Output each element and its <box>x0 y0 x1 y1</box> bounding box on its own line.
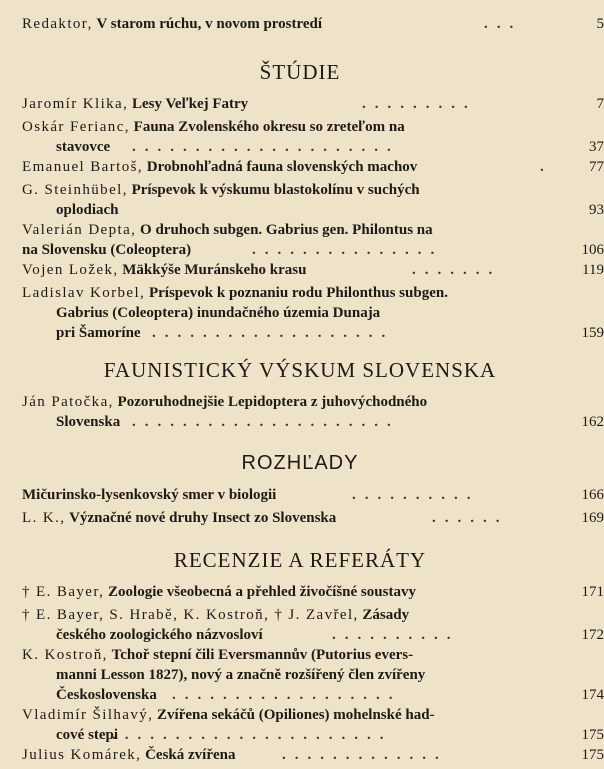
section-heading: RECENZIE A REFERÁTY <box>173 548 427 572</box>
toc-entry <box>22 283 604 343</box>
toc-page: 175 <box>581 727 604 743</box>
leader-dots: ...... <box>432 510 509 526</box>
section-heading: FAUNISTICKÝ VÝSKUM SLOVENSKA <box>103 358 497 382</box>
toc-page: 119 <box>582 262 604 278</box>
toc-page: 175 <box>581 747 604 763</box>
section-heading: ROZHĽADY <box>241 452 359 474</box>
toc-author: Vladimír Šilhavý, <box>22 707 154 723</box>
toc-title-continued: oplodiach <box>56 202 119 218</box>
toc-title: Pozoruhodnejšie Lepidoptera z juhovýchodného <box>117 394 428 410</box>
toc-author: † E. Bayer, S. Hrabě, K. Kostroň, † J. Zavřel, <box>22 607 359 623</box>
toc-entry <box>22 508 604 528</box>
section-heading: ŠTÚDIE <box>259 60 341 84</box>
toc-page: 171 <box>581 584 604 600</box>
toc-author: Ladislav Korbel, <box>22 285 146 301</box>
toc-title: Tchoř stepní čili Eversmannův (Putorius evers- <box>111 647 414 663</box>
toc-title-continued: stavovce <box>56 139 111 155</box>
toc-title: Mičurinsko-lysenkovský smer v biologii <box>22 487 277 503</box>
leader-dots: ..................... <box>132 414 400 430</box>
toc-title: Príspevok k výskumu blastokolínu v suchých <box>131 182 420 198</box>
leader-dots: ..................... <box>132 139 400 155</box>
toc-title: Zvířena sekáčů (Opiliones) mohelnské had- <box>157 707 435 723</box>
toc-page: 174 <box>581 687 604 703</box>
toc-title: Česká zvířena <box>145 747 236 763</box>
toc-page: 37 <box>589 139 604 155</box>
toc-page: 172 <box>581 627 604 643</box>
toc-author: G. Steinhübel, <box>22 182 128 198</box>
leader-dots: ......... <box>362 96 477 112</box>
toc-title-continued: cové stepi <box>56 727 119 743</box>
leader-dots: ............. <box>282 747 448 763</box>
toc-page: 7 <box>596 96 604 112</box>
toc-page: 166 <box>581 487 604 503</box>
toc-author: Valerián Depta, <box>22 222 137 238</box>
toc-title: Fauna Zvolenského okresu so zreteľom na <box>133 119 405 135</box>
toc-title: Mäkkýše Muránskeho krasu <box>122 262 307 278</box>
leader-dots: ................... <box>152 325 395 341</box>
toc-entry <box>22 157 604 177</box>
toc-author: Jaromír Klika, <box>22 96 129 112</box>
toc-page: 162 <box>581 414 604 430</box>
toc-title-continued: manni Lesson 1827), nový a značně rozšířený člen zvířeny <box>56 667 426 683</box>
toc-author: † E. Bayer, <box>22 584 105 600</box>
toc-title: Príspevok k poznaniu rodu Philonthus subgen. <box>148 285 448 301</box>
toc-title: O druhoch subgen. Gabrius gen. Philontus na <box>140 222 433 238</box>
toc-title: V starom rúchu, v novom prostredí <box>96 16 323 32</box>
leader-dots: ... <box>484 16 523 32</box>
toc-author: Emanuel Bartoš, <box>22 159 143 175</box>
toc-author: Redaktor, <box>22 16 93 32</box>
toc-title: Význačné nové druhy Insect zo Slovenska <box>69 510 337 526</box>
toc-entry <box>22 645 604 705</box>
toc-entry <box>22 582 604 602</box>
toc-entry <box>22 705 604 745</box>
toc-page: 159 <box>581 325 604 341</box>
toc-author: Oskár Ferianc, <box>22 119 130 135</box>
toc-entry <box>22 117 604 157</box>
leader-dots: .................. <box>172 687 402 703</box>
toc-author: K. Kostroň, <box>22 647 108 663</box>
leader-dots: . <box>540 159 553 175</box>
leader-dots: ....... <box>412 262 502 278</box>
toc-title-continued: Československa <box>56 687 157 703</box>
toc-entry <box>22 94 604 114</box>
toc-title-continued: Slovenska <box>56 414 121 430</box>
toc-entry <box>22 745 604 765</box>
toc-title-continued: pri Šamoríne <box>56 325 141 341</box>
toc-title: Zásady <box>362 607 410 623</box>
toc-page: 77 <box>589 159 604 175</box>
toc-title: Zoologie všeobecná a přehled živočíšné soustavy <box>108 584 416 600</box>
toc-author: Ján Patočka, <box>22 394 114 410</box>
toc-page: 169 <box>581 510 604 526</box>
toc-title: Drobnohľadná fauna slovenských machov <box>146 159 418 175</box>
toc-author: L. K., <box>22 510 66 526</box>
toc-entry <box>22 180 604 220</box>
toc-entry <box>22 485 604 505</box>
leader-dots: .......... <box>332 627 460 643</box>
toc-title-continued: na Slovensku (Coleoptera) <box>22 242 192 258</box>
toc-entry <box>22 392 604 432</box>
toc-title: Lesy Veľkej Fatry <box>132 96 249 112</box>
toc-page: 93 <box>589 202 604 218</box>
toc-entry <box>22 605 604 645</box>
toc-title-continued: Gabrius (Coleoptera) inundačného územia Dunaja <box>56 305 381 321</box>
toc-author: Julius Komárek, <box>22 747 142 763</box>
toc-entry <box>22 14 604 34</box>
toc-page: 106 <box>581 242 604 258</box>
toc-author: Vojen Ložek, <box>22 262 119 278</box>
toc-entry <box>22 260 604 280</box>
toc-entry <box>22 220 604 260</box>
leader-dots: ...................... <box>112 727 393 743</box>
leader-dots: ............... <box>252 242 444 258</box>
toc-page: 5 <box>596 16 604 32</box>
leader-dots: .......... <box>352 487 480 503</box>
toc-title-continued: českého zoologického názvosloví <box>56 627 263 643</box>
